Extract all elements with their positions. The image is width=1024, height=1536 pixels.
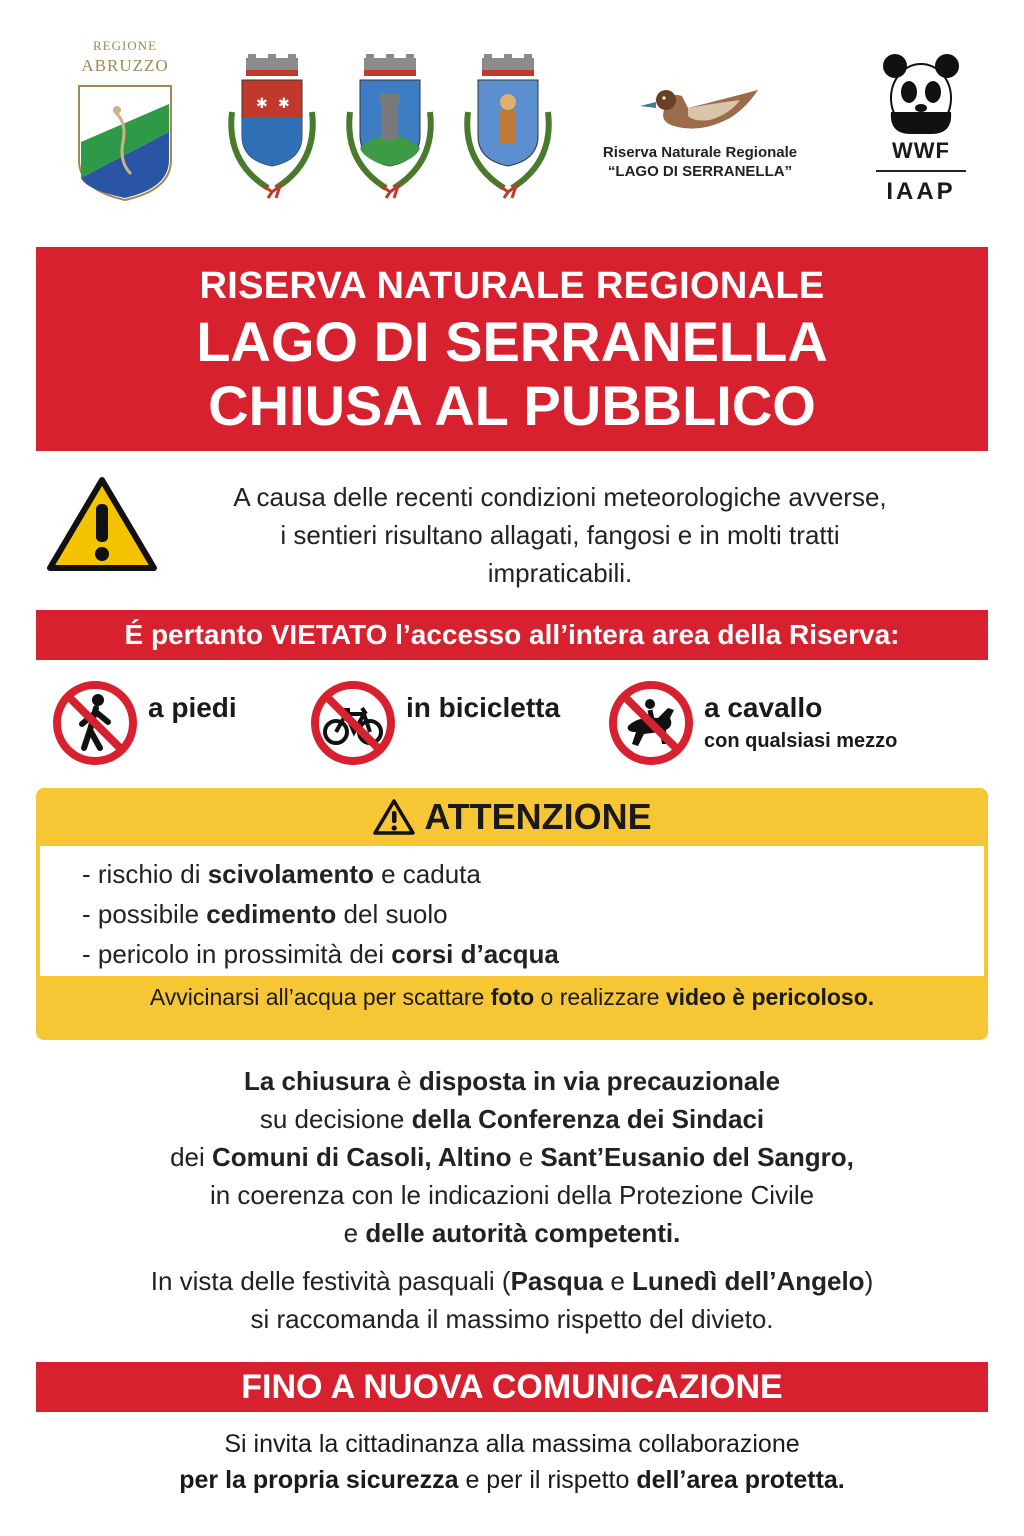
crest-altino	[330, 52, 450, 202]
panda-icon	[881, 52, 961, 136]
riserva-duck-logo	[565, 78, 835, 180]
attention-heading	[36, 788, 988, 846]
closing-bold: per la propria sicurezza	[179, 1466, 459, 1494]
iaap-label: IAAP	[876, 170, 966, 206]
decision-text: e	[511, 1142, 541, 1172]
decision-line	[36, 1062, 988, 1100]
item-bold: cedimento	[206, 899, 337, 929]
footer-text: o realizzare	[534, 984, 666, 1010]
decision-bold: della Conferenza dei Sindaci	[411, 1104, 765, 1134]
decision-line: in coerenza con le indicazioni della Protezione Civile	[209, 1180, 815, 1210]
prohibition-banner	[36, 610, 988, 660]
easter-line	[36, 1262, 988, 1300]
footer-text: Avvicinarsi all’acqua per scattare	[149, 984, 491, 1010]
crest-santeusanio-icon	[448, 52, 568, 202]
decision-bold: Sant’Eusanio del Sangro,	[540, 1142, 854, 1172]
decision-bold: disposta in via precauzionale	[418, 1066, 781, 1096]
regione-abruzzo-logo	[60, 38, 190, 204]
closing-text: e per il rispetto	[458, 1466, 637, 1494]
no-bicycle-icon	[310, 680, 396, 766]
warning-line1: A causa delle recenti condizioni meteorologiche avverse,	[233, 482, 887, 512]
decision-line	[36, 1214, 988, 1252]
until-further-notice-banner: FINO A NUOVA COMUNICAZIONE	[36, 1362, 988, 1412]
decision-text: su decisione	[259, 1104, 412, 1134]
item-bold: scivolamento	[207, 859, 374, 889]
attention-box	[36, 788, 988, 1040]
horse-sublabel: con qualsiasi mezzo	[704, 730, 898, 752]
warning-small-icon	[372, 798, 416, 836]
footer-bold: foto	[490, 984, 535, 1010]
decision-line	[36, 1100, 988, 1138]
attention-item	[82, 894, 984, 934]
closing-line: Si invita la cittadinanza alla massima collaborazione	[224, 1430, 800, 1458]
warning-line2: i sentieri risultano allagati, fangosi e in molti tratti	[280, 520, 840, 550]
decision-paragraph	[36, 1062, 988, 1252]
abruzzo-shield-icon	[75, 82, 175, 204]
prohibition-walk	[52, 680, 237, 766]
decision-bold: Comuni di Casoli, Altino	[212, 1142, 512, 1172]
footer-bold: video è pericoloso.	[665, 984, 875, 1010]
easter-paragraph	[36, 1262, 988, 1338]
prohibition-horse	[608, 680, 897, 766]
item-text: e caduta	[373, 859, 481, 889]
title-banner	[36, 247, 988, 451]
attention-item	[82, 854, 984, 894]
bike-label: in bicicletta	[406, 692, 561, 723]
regione-label: REGIONE	[92, 38, 158, 53]
closing-line	[36, 1462, 988, 1498]
decision-text: e	[343, 1218, 366, 1248]
easter-text: e	[603, 1266, 633, 1296]
closing-paragraph	[36, 1426, 988, 1498]
horse-label: a cavallo	[704, 692, 823, 723]
item-bold: corsi d’acqua	[391, 939, 559, 969]
reserve-name-line1: Riserva Naturale Regionale	[602, 144, 798, 161]
decision-text: dei	[170, 1142, 212, 1172]
easter-bold: Pasqua	[510, 1266, 604, 1296]
abruzzo-label: ABRUZZO	[81, 56, 169, 75]
vietato-strong: VIETATO	[270, 619, 388, 650]
decision-bold: delle autorità competenti.	[365, 1218, 681, 1248]
decision-text: è	[389, 1066, 419, 1096]
crest-casoli	[212, 52, 332, 202]
no-horse-icon	[608, 680, 694, 766]
svg-text:✱: ✱	[278, 95, 290, 111]
attention-title: ATTENZIONE	[424, 796, 652, 837]
attention-list	[40, 846, 984, 976]
vietato-pre: É pertanto	[124, 619, 271, 650]
item-text: - possibile	[82, 899, 207, 929]
crest-casoli-icon	[212, 52, 332, 202]
crest-altino-icon	[330, 52, 450, 202]
easter-text: )	[864, 1266, 874, 1296]
svg-text:✱: ✱	[256, 95, 268, 111]
title-line3: CHIUSA AL PUBBLICO	[208, 374, 816, 437]
wwf-label: WWF	[892, 138, 950, 163]
easter-line: si raccomanda il massimo rispetto del divieto.	[250, 1304, 774, 1334]
vietato-mid: l’accesso all’intera area della	[387, 619, 789, 650]
item-text: - rischio di	[82, 859, 208, 889]
no-pedestrian-icon	[52, 680, 138, 766]
closing-bold: dell’area protetta.	[636, 1466, 845, 1494]
title-line1: RISERVA NATURALE REGIONALE	[199, 265, 825, 307]
walk-label: a piedi	[148, 692, 237, 723]
riserva-strong: Riserva	[788, 619, 891, 650]
warning-triangle-icon	[46, 476, 158, 577]
horse-labels	[694, 680, 897, 753]
title-line2: LAGO DI SERRANELLA	[196, 310, 828, 373]
decision-bold: La chiusura	[243, 1066, 390, 1096]
warning-line3: impraticabili.	[487, 558, 633, 588]
easter-text: In vista delle festività pasquali (	[150, 1266, 511, 1296]
prohibition-bike	[310, 680, 560, 766]
vietato-post: :	[890, 619, 900, 650]
wwf-iaap-logo	[876, 52, 966, 206]
crest-santeusanio	[448, 52, 568, 202]
duck-icon	[630, 78, 770, 138]
item-text: - pericolo in prossimità dei	[82, 939, 392, 969]
attention-footer	[36, 984, 988, 1011]
item-text: del suolo	[336, 899, 448, 929]
logo-header	[0, 0, 1024, 230]
easter-bold: Lunedì dell’Angelo	[632, 1266, 865, 1296]
reserve-name-line2: “LAGO DI SERRANELLA”	[607, 163, 793, 180]
decision-line	[36, 1138, 988, 1176]
attention-item	[82, 934, 984, 974]
warning-text	[160, 478, 960, 592]
